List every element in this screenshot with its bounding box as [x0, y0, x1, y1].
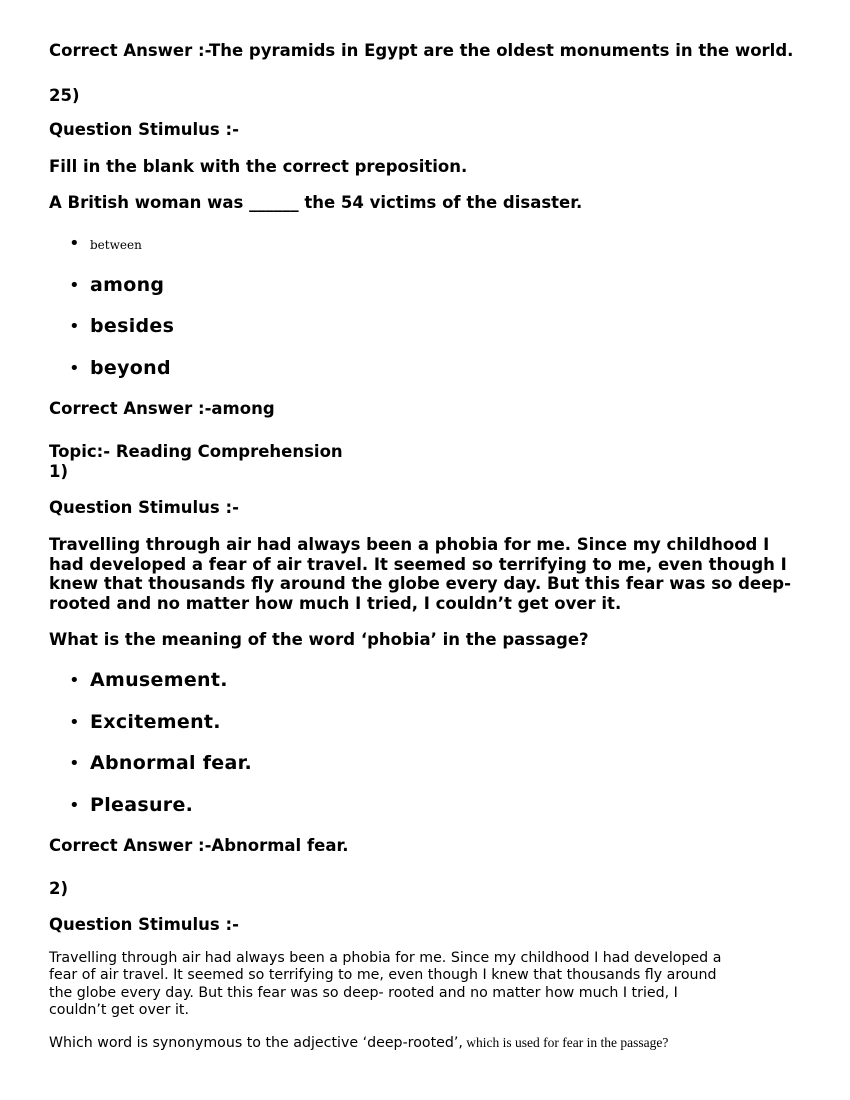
q25-correct-answer: Correct Answer :-among — [49, 399, 275, 418]
q25-option-2: among — [90, 274, 165, 296]
rc1-question: What is the meaning of the word ‘phobia’ in the passage? — [49, 630, 589, 649]
bullet-icon: • — [69, 753, 80, 774]
rc2-number: 2) — [49, 879, 69, 898]
q25-option-3: besides — [90, 315, 175, 337]
rc2-passage — [49, 950, 804, 1019]
topic-heading: Topic:- Reading Comprehension — [49, 442, 343, 461]
rc1-option-2: Excitement. — [90, 711, 221, 733]
rc1-correct-answer: Correct Answer :-Abnormal fear. — [49, 836, 349, 855]
bullet-icon: • — [69, 275, 80, 296]
rc1-number: 1) — [49, 462, 69, 481]
rc1-option-1: Amusement. — [90, 669, 228, 691]
bullet-icon: • — [69, 233, 80, 254]
q25-sentence: A British woman was ______ the 54 victims of the disaster. — [49, 193, 583, 212]
bullet-icon: • — [69, 712, 80, 733]
rc2-question — [49, 1035, 668, 1051]
rc1-passage — [49, 535, 809, 613]
bullet-icon: • — [69, 316, 80, 337]
rc1-passage-line: Travelling through air had always been a phobia for me. Since my childhood I — [49, 535, 770, 554]
rc1-passage-line: knew that thousands fly around the globe every day. But this fear was so deep- — [49, 574, 791, 593]
rc2-passage-line: the globe every day. But this fear was so deep- rooted and no matter how much I tried, I — [49, 984, 678, 1001]
rc1-stimulus-label: Question Stimulus :- — [49, 498, 239, 517]
q25-stimulus-label: Question Stimulus :- — [49, 120, 239, 139]
rc2-question-part1: Which word is synonymous to the adjective ‘deep-rooted’, — [49, 1035, 463, 1051]
rc1-option-4: Pleasure. — [90, 794, 194, 816]
bullet-icon: • — [69, 795, 80, 816]
q25-option-4: beyond — [90, 357, 171, 379]
q24-correct-answer: Correct Answer :-The pyramids in Egypt are the oldest monuments in the world. — [49, 41, 794, 60]
rc2-passage-line: fear of air travel. It seemed so terrifying to me, even though I knew that thousands fly around — [49, 967, 717, 984]
q25-instruction: Fill in the blank with the correct preposition. — [49, 157, 468, 176]
rc2-stimulus-label: Question Stimulus :- — [49, 915, 239, 934]
rc2-passage-line: couldn’t get over it. — [49, 1001, 189, 1018]
rc1-passage-line: rooted and no matter how much I tried, I couldn’t get over it. — [49, 593, 622, 613]
rc1-option-3: Abnormal fear. — [90, 752, 253, 774]
rc2-question-part2: which is used for fear in the passage? — [462, 1035, 669, 1050]
bullet-icon: • — [69, 358, 80, 379]
rc2-passage-line: Travelling through air had always been a phobia for me. Since my childhood I had developed a — [49, 950, 722, 966]
q25-option-1: between — [90, 238, 142, 252]
bullet-icon: • — [69, 670, 80, 691]
q25-number: 25) — [49, 86, 80, 105]
rc1-passage-line: had developed a fear of air travel. It seemed so terrifying to me, even though I — [49, 554, 787, 574]
